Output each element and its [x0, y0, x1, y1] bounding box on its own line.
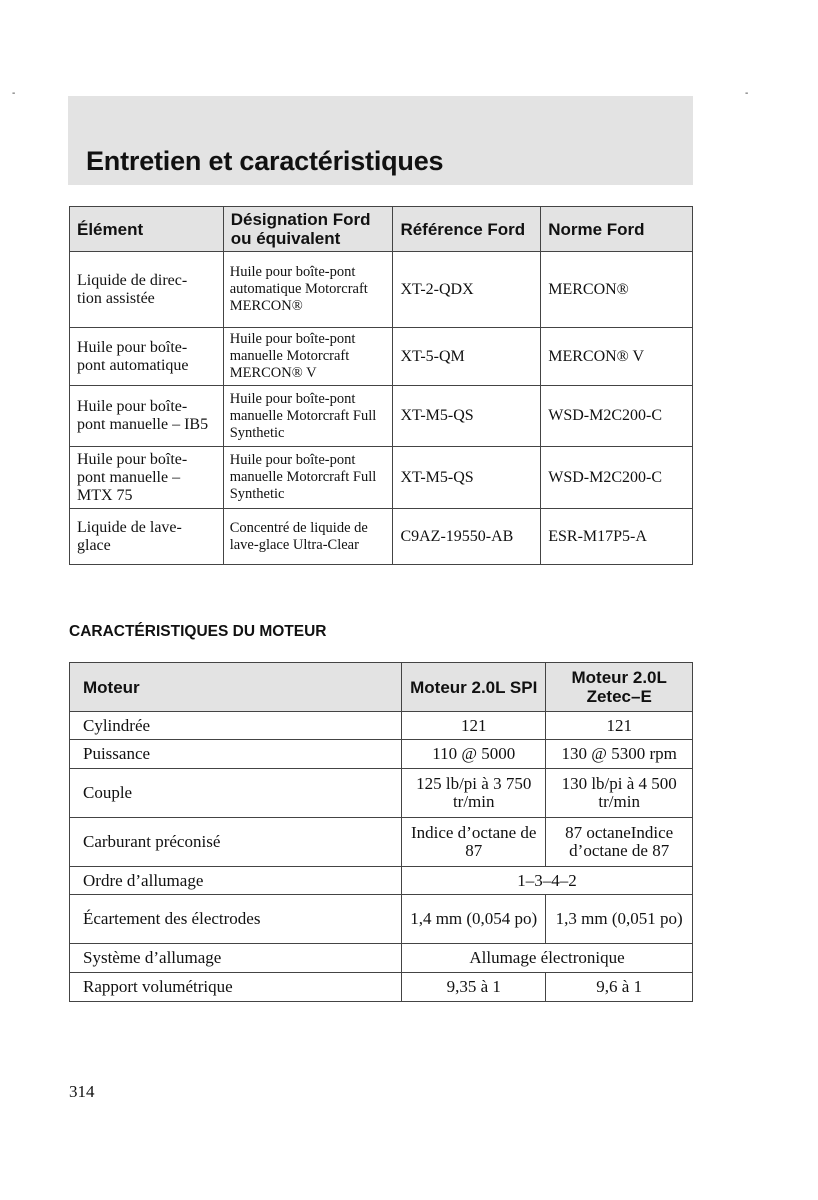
table-cell: 87 octaneIndice d’octane de 87	[546, 818, 693, 867]
table-cell: Huile pour boîte-pont manuelle Motorcraft MERCON® V	[223, 328, 393, 386]
table-cell: Liquide de direc- tion assistée	[70, 252, 224, 328]
column-header: Moteur 2.0L SPI	[402, 663, 546, 712]
column-header: Élément	[70, 207, 224, 252]
table-cell: Liquide de lave- glace	[70, 509, 224, 565]
table-row	[70, 386, 693, 447]
table-row	[70, 769, 693, 818]
table-cell: 1,3 mm (0,051 po)	[546, 895, 693, 944]
table-cell: Huile pour boîte- pont manuelle – IB5	[70, 386, 224, 447]
table-header-row	[70, 663, 693, 712]
table-cell: 9,35 à 1	[402, 973, 546, 1002]
table-cell: XT-2-QDX	[393, 252, 541, 328]
row-label: Couple	[70, 769, 402, 818]
table-cell: Concentré de liquide de lave-glace Ultra-Clear	[223, 509, 393, 565]
table-cell: Huile pour boîte- pont manuelle – MTX 75	[70, 447, 224, 509]
table-cell: Indice d’octane de 87	[402, 818, 546, 867]
table-cell: 1,4 mm (0,054 po)	[402, 895, 546, 944]
crop-mark-left: -	[12, 88, 16, 99]
row-label: Ordre d’allumage	[70, 867, 402, 895]
fluids-table	[69, 206, 693, 565]
section-title: CARACTÉRISTIQUES DU MOTEUR	[69, 623, 327, 640]
table-cell: 125 lb/pi à 3 750 tr/min	[402, 769, 546, 818]
column-header: Référence Ford	[393, 207, 541, 252]
table-cell: WSD-M2C200-C	[541, 447, 693, 509]
table-cell: 121	[402, 712, 546, 740]
table-row	[70, 867, 693, 895]
table-cell: Huile pour boîte-pont automatique Motorcraft MERCON®	[223, 252, 393, 328]
table-cell: XT-M5-QS	[393, 447, 541, 509]
table-row	[70, 973, 693, 1002]
table-row	[70, 712, 693, 740]
table-cell: MERCON®	[541, 252, 693, 328]
table-cell: Huile pour boîte-pont manuelle Motorcraft Full Synthetic	[223, 386, 393, 447]
column-header: Norme Ford	[541, 207, 693, 252]
table-cell: Allumage électronique	[402, 944, 693, 973]
table-cell: 1–3–4–2	[402, 867, 693, 895]
table-cell: MERCON® V	[541, 328, 693, 386]
table-header-row	[70, 207, 693, 252]
table-row	[70, 740, 693, 769]
table-cell: C9AZ-19550-AB	[393, 509, 541, 565]
page-number: 314	[69, 1082, 95, 1101]
row-label: Rapport volumétrique	[70, 973, 402, 1002]
table-row	[70, 818, 693, 867]
table-cell: 121	[546, 712, 693, 740]
row-label: Système d’allumage	[70, 944, 402, 973]
table-cell: 9,6 à 1	[546, 973, 693, 1002]
table-cell: 130 lb/pi à 4 500 tr/min	[546, 769, 693, 818]
row-label: Cylindrée	[70, 712, 402, 740]
column-header: Désignation Ford ou équivalent	[223, 207, 393, 252]
crop-mark-right: -	[745, 88, 749, 99]
chapter-header	[68, 96, 693, 185]
table-cell: Huile pour boîte-pont manuelle Motorcraft Full Synthetic	[223, 447, 393, 509]
table-cell: XT-M5-QS	[393, 386, 541, 447]
table-cell: WSD-M2C200-C	[541, 386, 693, 447]
engine-specs-table	[69, 662, 693, 1002]
table-row	[70, 252, 693, 328]
column-header: Moteur 2.0L Zetec–E	[546, 663, 693, 712]
row-label: Carburant préconisé	[70, 818, 402, 867]
table-cell: Huile pour boîte- pont automatique	[70, 328, 224, 386]
table-row	[70, 447, 693, 509]
column-header: Moteur	[70, 663, 402, 712]
table-cell: 130 @ 5300 rpm	[546, 740, 693, 769]
page-title: Entretien et caractéristiques	[86, 146, 444, 176]
row-label: Écartement des électrodes	[70, 895, 402, 944]
table-cell: XT-5-QM	[393, 328, 541, 386]
table-row	[70, 944, 693, 973]
table-row	[70, 895, 693, 944]
table-row	[70, 509, 693, 565]
row-label: Puissance	[70, 740, 402, 769]
table-cell: ESR-M17P5-A	[541, 509, 693, 565]
table-row	[70, 328, 693, 386]
table-cell: 110 @ 5000	[402, 740, 546, 769]
